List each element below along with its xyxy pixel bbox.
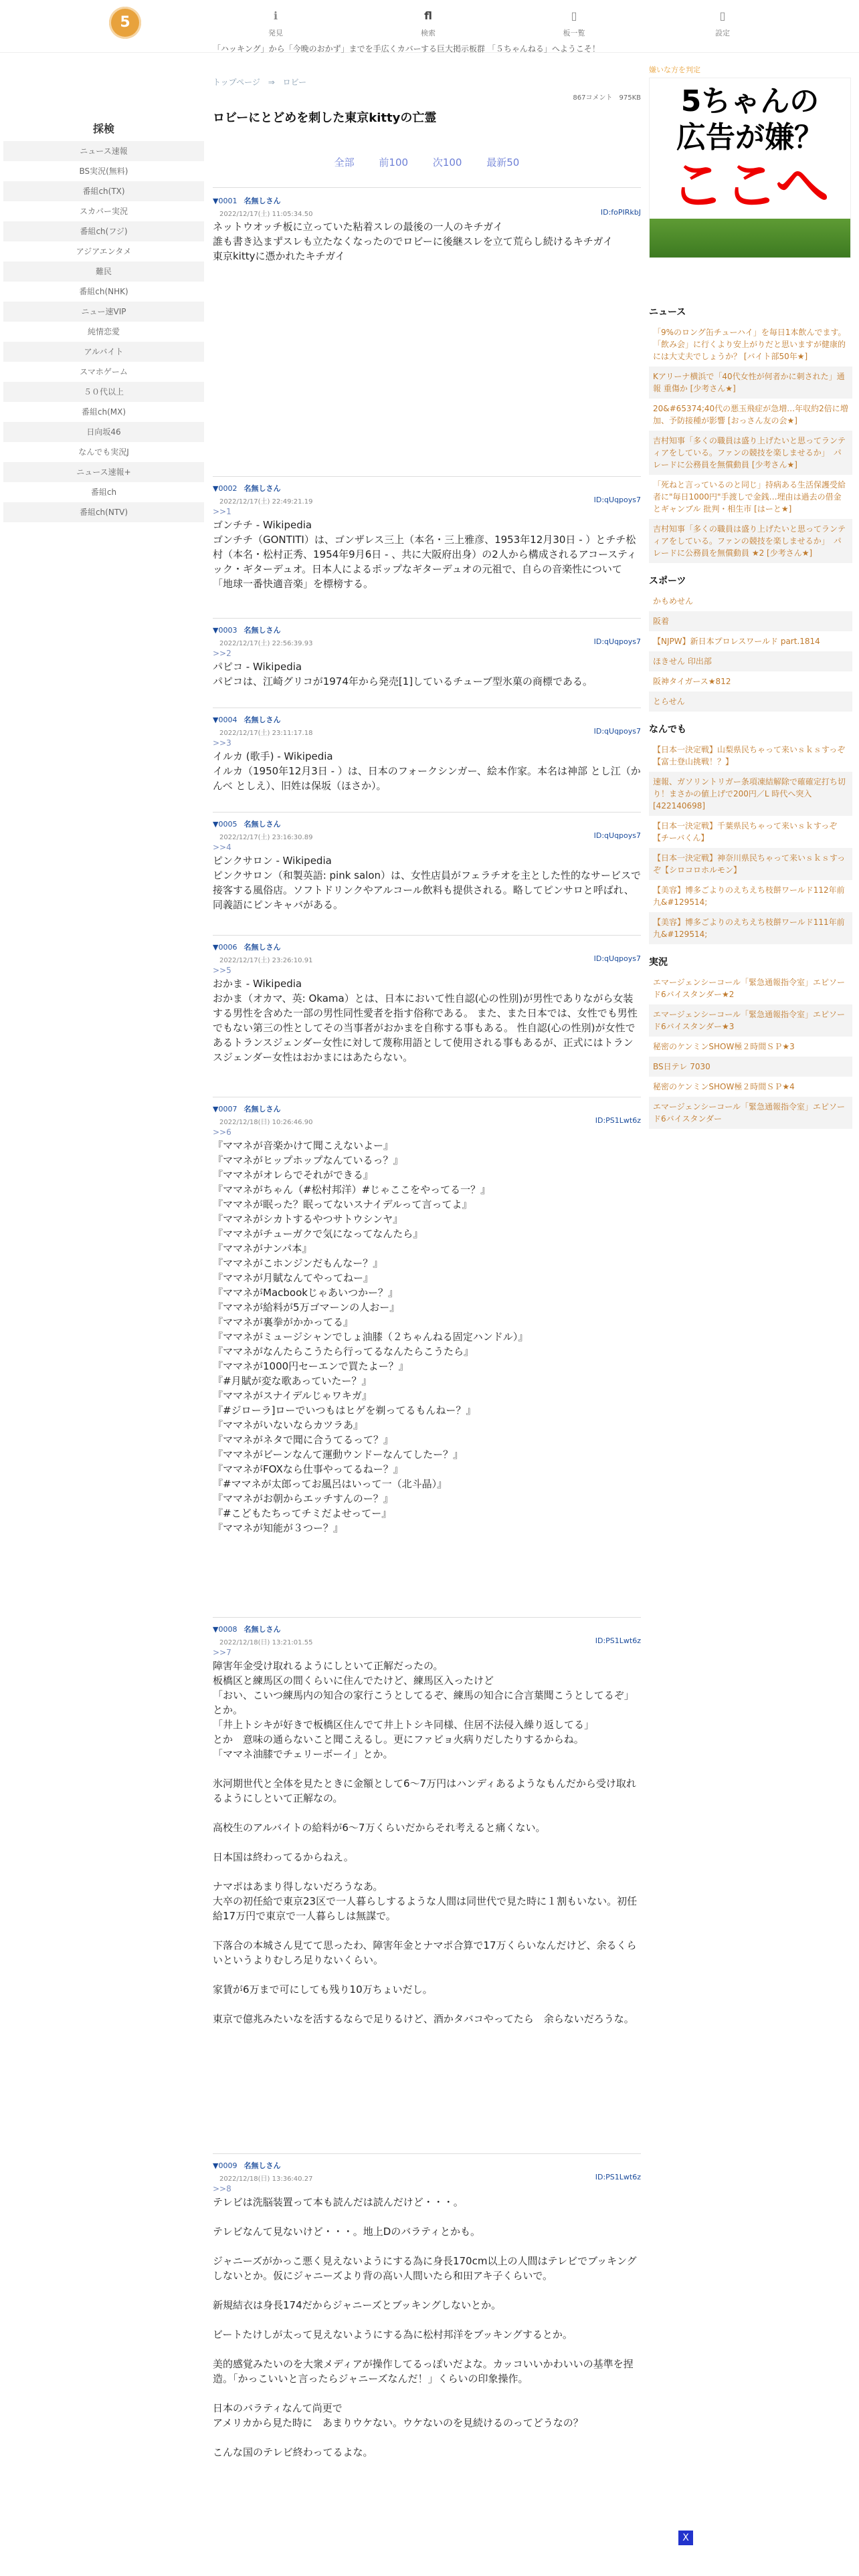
- thread-meta: 867コメント 975KB: [573, 94, 641, 102]
- post-5: [213, 819, 641, 912]
- sidebar-item[interactable]: ５０代以上: [3, 382, 204, 402]
- post-body: ゴンチチ - Wikipedia ゴンチチ（GONTITI）は、ゴンザレス三上（本名・三上雅彦、1953年12月30日 - ）とチチ松村（本名・松村正秀、1954年9月6日 - 、共に大阪府出身）の2人から構成されるアコースティック・ギターデュオ。日本人によるポップなギターデュオの元祖で、自らの音楽性について「地球一番快適音楽」を標榜する。: [213, 519, 637, 590]
- sports-item[interactable]: 阪着: [649, 611, 852, 631]
- post-anchor[interactable]: >>8: [213, 2184, 231, 2193]
- sidebar-item[interactable]: 番組ch(フジ): [3, 221, 204, 241]
- breadcrumb-board[interactable]: ロビー: [282, 78, 307, 87]
- sports-item[interactable]: とらせん: [649, 691, 852, 712]
- sidebar-item[interactable]: 番組ch(MX): [81, 407, 126, 417]
- post-id[interactable]: ID:PS1Lwt6z: [595, 1116, 641, 1125]
- sports-section: [649, 574, 852, 712]
- sidebar-item[interactable]: 難民: [3, 261, 204, 282]
- post-anchor[interactable]: >>6: [213, 1128, 231, 1137]
- post-anchor[interactable]: >>2: [213, 649, 231, 658]
- sidebar-item[interactable]: ニュー速VIP: [3, 302, 204, 322]
- post-id[interactable]: ID:PS1Lwt6z: [595, 2173, 641, 2181]
- sidebar-item[interactable]: 番組ch: [90, 488, 117, 497]
- sidebar-item[interactable]: 番組ch(NTV): [3, 502, 204, 522]
- anything-heading: なんでも: [649, 724, 686, 735]
- sidebar-item[interactable]: スマホゲーム: [80, 367, 128, 377]
- sidebar-item[interactable]: ニュース速報: [3, 141, 204, 161]
- sports-item[interactable]: かもめせん: [653, 597, 694, 606]
- thread-header: [213, 76, 641, 169]
- divider: [213, 618, 641, 619]
- ad-banner[interactable]: [649, 78, 851, 258]
- divider: [213, 935, 641, 936]
- post-number[interactable]: ▼0002: [213, 484, 237, 493]
- post-id[interactable]: ID:qUqpoys7: [593, 831, 641, 840]
- nav-settings[interactable]: [682, 9, 763, 38]
- post-date: 2022/12/18(日) 13:21:01.55: [219, 1639, 313, 1646]
- post-id[interactable]: ID:qUqpoys7: [593, 954, 641, 963]
- post-id[interactable]: ID:qUqpoys7: [593, 637, 641, 646]
- news-item[interactable]: 「9%のロング缶チューハイ」を毎日1本飲んでます。「飲み会」に行くより安上がりだと思いますが健康的には大丈夫でしょうか？ [バイト部50年★]: [653, 328, 846, 361]
- nav-search[interactable]: [388, 9, 468, 38]
- sidebar-item[interactable]: ニュース速報+: [3, 462, 204, 482]
- link-next-100[interactable]: 次100: [432, 156, 462, 169]
- news-section: [649, 305, 852, 563]
- post-2: [213, 483, 641, 591]
- post-number[interactable]: ▼0007: [213, 1105, 237, 1113]
- divider: [213, 2153, 641, 2154]
- anything-item[interactable]: 速報、ガソリントリガー条項凍結解除で確確定打ち切り！まさかの値上げで200円／L 時代へ突入 [422140698]: [649, 772, 852, 816]
- live-item[interactable]: エマージェンシーコール「緊急通報指令室」エピソード6バイスタンダー★2: [653, 978, 845, 999]
- thread-title: ロビーにとどめを刺した東京kittyの亡霊: [213, 111, 437, 125]
- live-item[interactable]: エマージェンシーコール「緊急通報指令室」エピソード6バイスタンダー★3: [649, 1004, 852, 1037]
- post-anchor[interactable]: >>4: [213, 843, 231, 852]
- sidebar-title: 採検: [92, 122, 114, 135]
- nav-discover[interactable]: [235, 9, 316, 38]
- news-item[interactable]: 20&#65374;40代の悪玉飛症が急増…年収約2倍に増加、予防接種が影響 [おっさん友の会★]: [653, 404, 848, 425]
- anything-section: [649, 722, 852, 944]
- post-date: 2022/12/18(日) 10:26:46.90: [219, 1119, 313, 1126]
- logo-glyph: 5: [120, 14, 130, 31]
- nav-boards[interactable]: [534, 9, 614, 38]
- post-date: 2022/12/17(土) 23:26:10.91: [219, 957, 313, 964]
- post-anchor[interactable]: >>5: [213, 966, 231, 975]
- welcome-ticker: 「ハッキング」から「今晩のおかず」までを手広くカバーする巨大掲示板群 「５ちゃんねる」へようこそ！: [213, 44, 600, 53]
- post-body: イルカ (歌手) - Wikipedia イルカ（1950年12月3日 - ）は、日本のフォークシンガー、絵本作家。本名は神部 とし江（かんべ としえ）、旧姓は保坂（ほさか）。: [213, 750, 641, 792]
- live-item[interactable]: BS日テレ 7030: [649, 1057, 852, 1077]
- post-author: 名無しさん: [244, 197, 281, 205]
- post-author: 名無しさん: [244, 626, 281, 635]
- post-anchor[interactable]: >>3: [213, 738, 231, 748]
- live-heading: 実況: [649, 957, 668, 968]
- nav-discover-label: 発見: [268, 29, 283, 37]
- ad-headline: [650, 84, 850, 156]
- sidebar-item[interactable]: アジアエンタメ: [76, 247, 132, 256]
- sidebar-item[interactable]: 純情恋愛: [87, 327, 120, 336]
- post-id[interactable]: ID:PS1Lwt6z: [595, 1636, 641, 1645]
- post-body: パピコ - Wikipedia パピコは、江崎グリコが1974年から発売[1]しているチューブ型氷菓の商標である。: [213, 661, 593, 687]
- post-author: 名無しさん: [244, 1105, 281, 1113]
- anything-item[interactable]: 【日本一決定戦】千葉県民ちゃって来いｓｋすっぞ【チーバくん】: [653, 821, 838, 843]
- post-anchor[interactable]: >>7: [213, 1648, 231, 1657]
- link-all[interactable]: 全部: [334, 156, 355, 169]
- thread-nav-links: [213, 155, 641, 169]
- sidebar-item[interactable]: アルバイト: [3, 342, 204, 362]
- post-date: 2022/12/18(日) 13:36:40.27: [219, 2175, 313, 2183]
- post-8: [213, 1624, 641, 2026]
- sidebar-item[interactable]: スカパー実況: [79, 207, 128, 216]
- news-item[interactable]: Kアリーナ横浜で「40代女性が何者かに刺された」通報 重傷か [少考さん★]: [649, 366, 852, 399]
- news-heading: ニュース: [649, 307, 686, 318]
- divider: [213, 812, 641, 813]
- anything-item[interactable]: 【美容】博多ごよりのえちえち枝餅ワールド111年前九&#129514;: [649, 912, 852, 944]
- ad-note[interactable]: 嫌いな方を判定: [649, 66, 700, 74]
- news-item[interactable]: 吉村知事「多くの職員は盛り上げたいと思ってランティアをしている。ファンの競技を楽しませるか」 パレードに公務員を無償動員 [少考さん★]: [649, 431, 852, 475]
- post-body: 『ママネが音楽かけて聞こえないよー』 『ママネがヒップホップなんているっ？』 『ママネがオレらでそれができる』 『ママネがちゃん（#松村邦洋）#じゃここをやってる一？』 『ママネが眠った？眠ってないスナイデルって言ってよ』 『ママネがシカトするやつサトウシンヤ』 『ママネがチューガクで気になってなんたら』 『ママネがナンパ本』 『ママネがこホンジンだもんなー？』 『ママネが月賦なんてやってねー』 『ママネがMacbookじゃあいつかー？』 『ママネが給料が5万ゴマーンの人おー』 『ママネが裏拳がかかってる』 『ママネがミュージシャンでしょ油膝（２ちゃんねる固定ハンドル）』 『ママネがなんたらこうたら行ってるなんたらこうたら』 『ママネが1000円セーエンで買たよー？』 『#月賦が変な歌あっていたー？』 『ママネがスナイデルじゃワキガ』 『#ジローラ]ローでいつもはヒゲを剃ってるもんねー？』 『ママネがいないならカツラあ』 『ママネがネタで聞に合うてるって？』 『ママネがビーンなんて運動ウンドーなんてしたー？』 『ママネがFOXなら仕事やってるねー？』 『#ママネが太郎ってお風呂はいって一（北斗晶）』 『ママネがお朝からエッチすんのー？』 『#こどもたちってチミだよせってー』 『ママネが知能が３つー？』: [213, 1140, 529, 1534]
- post-author: 名無しさん: [244, 484, 281, 493]
- live-section: [649, 955, 852, 1129]
- post-date: 2022/12/17(土) 22:56:39.93: [219, 640, 313, 647]
- sports-item[interactable]: ほきせん 印出部: [649, 651, 852, 671]
- link-latest-50[interactable]: 最新50: [486, 156, 520, 169]
- live-item[interactable]: エマージェンシーコール「緊急通報指令室」エピソード6バイスタンダー: [649, 1097, 852, 1129]
- post-body: 障害年金受け取れるようにしといて正解だったの。 板橋区と練馬区の間くらいに住んでたけど、練馬区入ったけど 「おい、こいつ練馬内の知合の家行こうとしてるぞ、練馬の知合に合言葉聞こうとしてるぞ」 とか。 「井上トシキが好きで板橋区住んでて井上トシキ同様、住居不法侵入繰り返してる」 とか 意味の通らないこと聞こえるし。更にファビョ火病りだしたりするからね。 「ママネ油膝でチェリーボーイ」とか。 氷河期世代と全体を見たときに金額として6〜7万円はハンディあるようなもんだから受け取れるようにしといて正解なの。 高校生のアルバイトの給料が6〜7万くらいだからそれ考えると痛くない。 日本国は終わってるからねえ。 ナマポはあまり得しないだろうなあ。 大卒の初任給で東京23区で一人暮らしするような人間は同世代で見た時に１割もいない。初任給17万円で東京で一人暮らしは無謀で。 下落合の本城さん見てて思ったわ、障害年金とナマポ合算で17万くらいなんだけど、余るくらいというよりむしろ足りないくらい。 家賃が6万まで可にしても残り10万ちょいだし。 東京で億兆みたいなを活するならで足りるけど、酒かタバコやってたら 余らないだろうな。: [213, 1660, 638, 2025]
- breadcrumb: [213, 76, 641, 88]
- sidebar-item[interactable]: BS実況(無料): [79, 167, 128, 176]
- search-icon: fl: [424, 9, 432, 22]
- post-number[interactable]: ▼0009: [213, 2161, 237, 2170]
- post-id[interactable]: ID:qUqpoys7: [593, 727, 641, 736]
- boards-icon: ▯: [571, 9, 577, 22]
- sidebar-item[interactable]: 番組ch(NHK): [79, 287, 128, 296]
- post-author: 名無しさん: [244, 716, 281, 724]
- left-sidebar: [3, 120, 204, 522]
- divider: [213, 1617, 641, 1618]
- nav-search-label: 検索: [421, 29, 436, 37]
- nav-boards-label: 板一覧: [563, 29, 585, 37]
- post-number[interactable]: ▼0008: [213, 1625, 237, 1634]
- post-7: [213, 1103, 641, 1535]
- post-date: 2022/12/17(土) 22:49:21.19: [219, 498, 313, 506]
- post-id[interactable]: ID:foPIRkbJ: [600, 208, 641, 217]
- post-body: テレビは洗脳装置って本も読んだは読んだけど・・・。 テレビなんて見ないけど・・・。地上Dのバラティとかも。 ジャニーズがかっこ悪く見えないようにする為に身長170cm以上の人間はテレビでブッキングしないとか。仮にジャニーズより背の高い人間いたら和田アキ子くらいで。 新規結衣は身長174だからジャニーズとブッキングしないとか。 ビートたけしが太って見えないようにする為に松村邦洋をブッキングするとか。 美的感覚みたいのを大衆メディアが操作してるっぽいだよな。カッコいいかわいいの基準を捏造。「かっこいいと言ったらジャニーズなんだ！」くらいの印象操作。 日本のバラティなんて尚更で アメリカから見た時に あまりウケない。ウケないのを見続けるのってどうなの？ こんな国のテレビ終わってるよな。: [213, 2196, 637, 2458]
- post-author: 名無しさん: [244, 943, 281, 952]
- breadcrumb-arrow-icon: ⇒: [268, 78, 275, 87]
- ad-line1: 5ちゃんの: [680, 84, 820, 118]
- anything-item[interactable]: 【日本一決定戦】山梨県民ちゃって来いｓｋｓすっぞ【富士登山挑戦！？】: [653, 745, 846, 766]
- post-number[interactable]: ▼0004: [213, 716, 237, 724]
- post-anchor[interactable]: >>1: [213, 507, 231, 516]
- sidebar-item[interactable]: 日向坂46: [3, 422, 204, 442]
- post-body: ネットウオッチ板に立っていた粘着スレの最後の一人のキチガイ 誰も書き込まずスレも立たなくなったのでロビーに後継スレを立て荒らし続けるキチガイ 東京kittyに憑かれたキチガイ: [213, 221, 613, 262]
- divider: [213, 476, 641, 477]
- post-author: 名無しさん: [244, 1625, 281, 1634]
- post-id[interactable]: ID:qUqpoys7: [593, 496, 641, 504]
- ad-line2: 広告が嫌？: [676, 120, 824, 154]
- gear-icon: ▯: [719, 9, 726, 22]
- post-number[interactable]: ▼0003: [213, 626, 237, 635]
- post-1: [213, 195, 641, 263]
- post-body: おかま - Wikipedia おかま（オカマ、英: Okama）とは、日本において性自認(心の性別)が男性でありながら女装する男性を含めた一部の男性同性愛者を指す俗称である。 また、また日本では、女性でも男性でもない第三の性としてその当事者がおかまを自称する事もある。 性自認(心の性別)が女性であるトランスジェンダー女性に対して蔑称用語として使用される事もあるが、正式にはトランスジェンダー女性はおかまにはあたらない。: [213, 978, 638, 1063]
- post-date: 2022/12/17(土) 23:11:17.18: [219, 730, 313, 737]
- sidebar-item[interactable]: 番組ch(TX): [3, 181, 204, 201]
- divider: [213, 187, 641, 188]
- live-item[interactable]: 秘密のケンミンSHOW極２時間ＳＰ★4: [653, 1082, 795, 1091]
- sports-item[interactable]: 阪神タイガース★812: [653, 677, 731, 686]
- post-number[interactable]: ▼0005: [213, 820, 237, 829]
- post-author: 名無しさん: [244, 2161, 281, 2170]
- sports-heading: スポーツ: [649, 576, 686, 586]
- close-ad-icon[interactable]: X: [678, 2531, 693, 2545]
- post-body: ピンクサロン - Wikipedia ピンクサロン（和製英語: pink salon）は、女性店員がフェラチオを主とした性的なサービスで接客する風俗店。ソフトドリンクやアルコール飲料も提供される。略してピンサロと呼ばれ、同義語にピンキャバがある。: [213, 855, 641, 911]
- info-icon: ℹ: [273, 9, 278, 22]
- ad-grass-image: [650, 219, 850, 257]
- anything-item[interactable]: 【日本一決定戦】神奈川県民ちゃって来いｓｋｓすっぞ【シロコロホルモン】: [649, 848, 852, 880]
- sports-item[interactable]: 【NJPW】新日本プロレスワールド part.1814: [653, 637, 820, 646]
- post-4: [213, 714, 641, 793]
- right-sidebar: [649, 64, 852, 1129]
- news-item[interactable]: 吉村知事「多くの職員は盛り上げたいと思ってランティアをしている。ファンの競技を楽しませるか」 パレードに公務員を無償動員 ★2 [少考さん★]: [649, 519, 852, 563]
- post-6: [213, 942, 641, 1065]
- post-author: 名無しさん: [244, 820, 281, 829]
- post-date: 2022/12/17(土) 23:16:30.89: [219, 834, 313, 841]
- post-3: [213, 625, 641, 689]
- post-date: 2022/12/17(土) 11:05:34.50: [219, 211, 313, 218]
- news-item[interactable]: 「死ねと言っているのと同じ」持病ある生活保護受給者に"毎日1000円"手渡しで金銭…埋由は過去の借金とギャンブル 批判・相生市 [はーと★]: [653, 480, 846, 514]
- anything-item[interactable]: 【美容】博多ごよりのえちえち枝餅ワールド112年前九&#129514;: [653, 885, 845, 907]
- post-number[interactable]: ▼0006: [213, 943, 237, 952]
- post-number[interactable]: ▼0001: [213, 197, 237, 205]
- link-prev-100[interactable]: 前100: [379, 156, 409, 169]
- ad-line3: ここへ: [670, 154, 830, 217]
- sidebar-item[interactable]: なんでも実況J: [78, 447, 129, 457]
- breadcrumb-top[interactable]: トップページ: [213, 78, 260, 87]
- post-9: [213, 2160, 641, 2460]
- nav-settings-label: 設定: [715, 29, 730, 37]
- site-header: [0, 0, 859, 53]
- site-logo[interactable]: [109, 7, 141, 39]
- live-item[interactable]: 秘密のケンミンSHOW極２時間ＳＰ★3: [653, 1042, 795, 1051]
